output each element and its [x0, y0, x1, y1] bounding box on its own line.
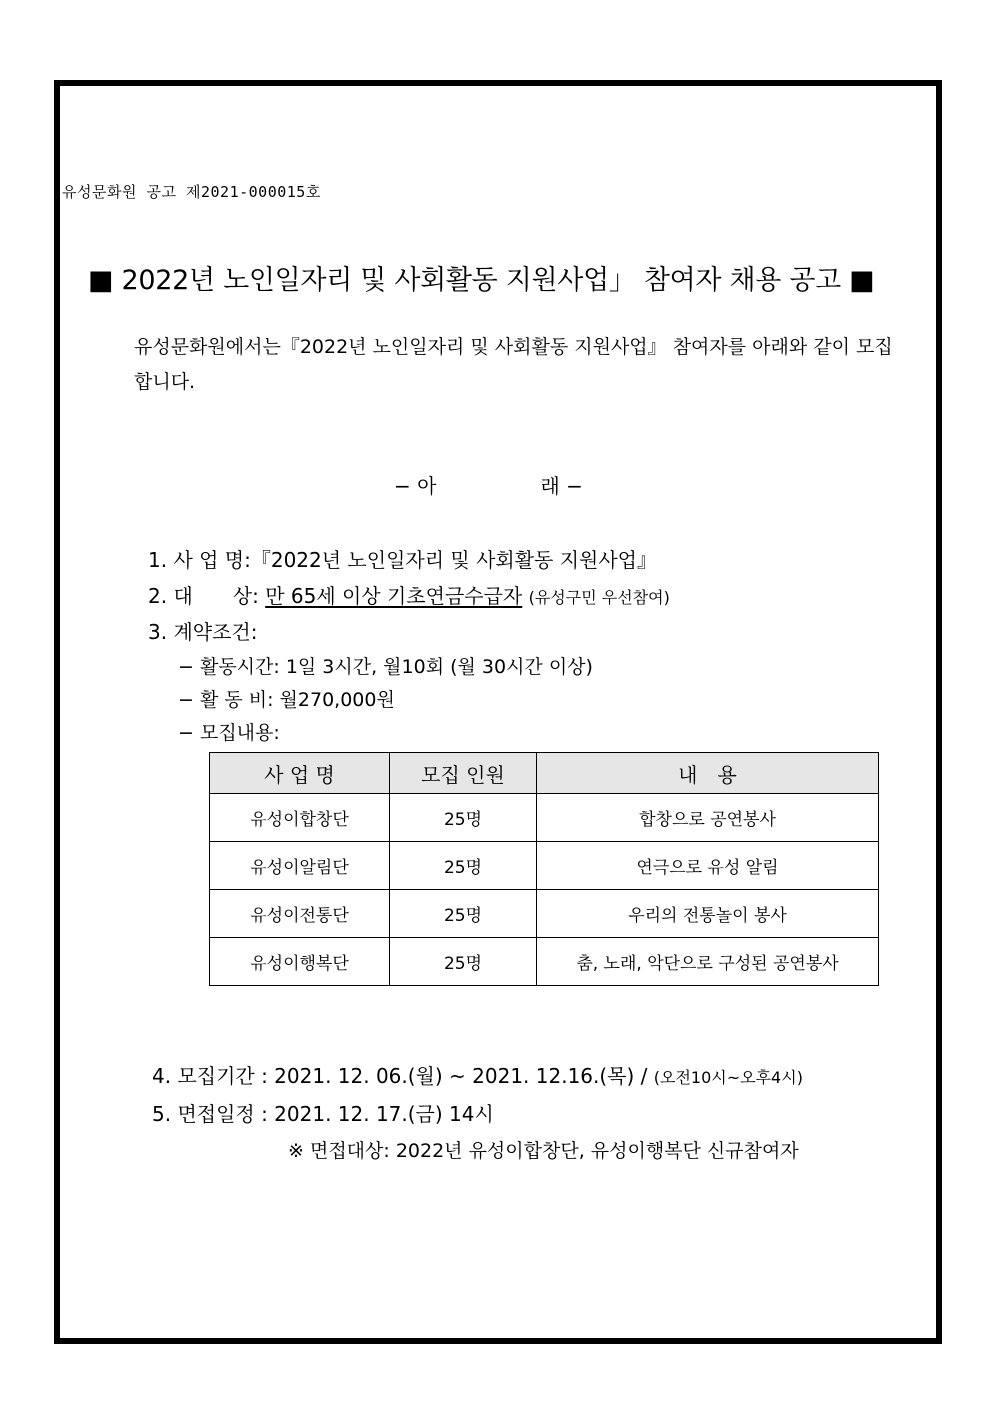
table-cell: 우리의 전통놀이 봉사 — [537, 890, 879, 938]
item-project — [148, 544, 657, 573]
item-contract: 3. 계약조건: — [148, 620, 258, 644]
recruit-table — [209, 752, 879, 986]
page-title: ■ 2022년 노인일자리 및 사회활동 지원사업」 참여자 채용 공고 ■ — [88, 265, 875, 296]
section-heading — [394, 470, 583, 499]
item-project-label: 1. 사 업 명: — [148, 548, 251, 572]
item-interview: 5. 면접일정 : 2021. 12. 17.(금) 14시 — [152, 1102, 494, 1126]
table-row — [210, 794, 879, 842]
item-period-note: (오전10시~오후4시) — [653, 1068, 803, 1087]
interview-note: ※ 면접대상: 2022년 유성이합창단, 유성이행복단 신규참여자 — [288, 1140, 799, 1162]
section-heading-right: 래 − — [540, 474, 583, 498]
table-cell: 25명 — [390, 938, 537, 986]
table-cell: 유성이알림단 — [210, 842, 390, 890]
table-row — [210, 938, 879, 986]
table-header-cell: 내 용 — [537, 753, 879, 794]
table-header-row — [210, 753, 879, 794]
item-target-label: 2. 대 상: — [148, 584, 259, 608]
sub-recruit: − 모집내용: — [178, 722, 280, 744]
table-cell: 25명 — [390, 794, 537, 842]
item-project-value: 『2022년 노인일자리 및 사회활동 지원사업』 — [250, 548, 657, 572]
sub-pay: − 활 동 비: 월270,000원 — [178, 689, 395, 711]
item-period — [152, 1060, 803, 1089]
item-target-note: (유성구민 우선참여) — [528, 588, 670, 607]
table-cell: 유성이행복단 — [210, 938, 390, 986]
table-row — [210, 890, 879, 938]
table-header-cell: 모집 인원 — [390, 753, 537, 794]
table-cell: 춤, 노래, 악단으로 구성된 공연봉사 — [537, 938, 879, 986]
table-cell: 유성이전통단 — [210, 890, 390, 938]
item-period-text: 4. 모집기간 : 2021. 12. 06.(월) ~ 2021. 12.16.(목) / — [152, 1064, 648, 1088]
table-cell: 연극으로 유성 알림 — [537, 842, 879, 890]
item-target — [148, 580, 670, 609]
table-cell: 25명 — [390, 890, 537, 938]
section-heading-left: − 아 — [394, 474, 437, 498]
intro-paragraph: 유성문화원에서는『2022년 노인일자리 및 사회활동 지원사업』 참여자를 아래와 같이 모집합니다. — [134, 336, 893, 393]
notice-number: 유성문화원 공고 제2021-000015호 — [62, 183, 321, 201]
item-target-value: 만 65세 이상 기초연금수급자 — [265, 584, 523, 608]
table-cell: 25명 — [390, 842, 537, 890]
table-cell: 유성이합창단 — [210, 794, 390, 842]
sub-hours: − 활동시간: 1일 3시간, 월10회 (월 30시간 이상) — [178, 656, 593, 678]
table-header-cell: 사 업 명 — [210, 753, 390, 794]
table-cell: 합창으로 공연봉사 — [537, 794, 879, 842]
table-row — [210, 842, 879, 890]
